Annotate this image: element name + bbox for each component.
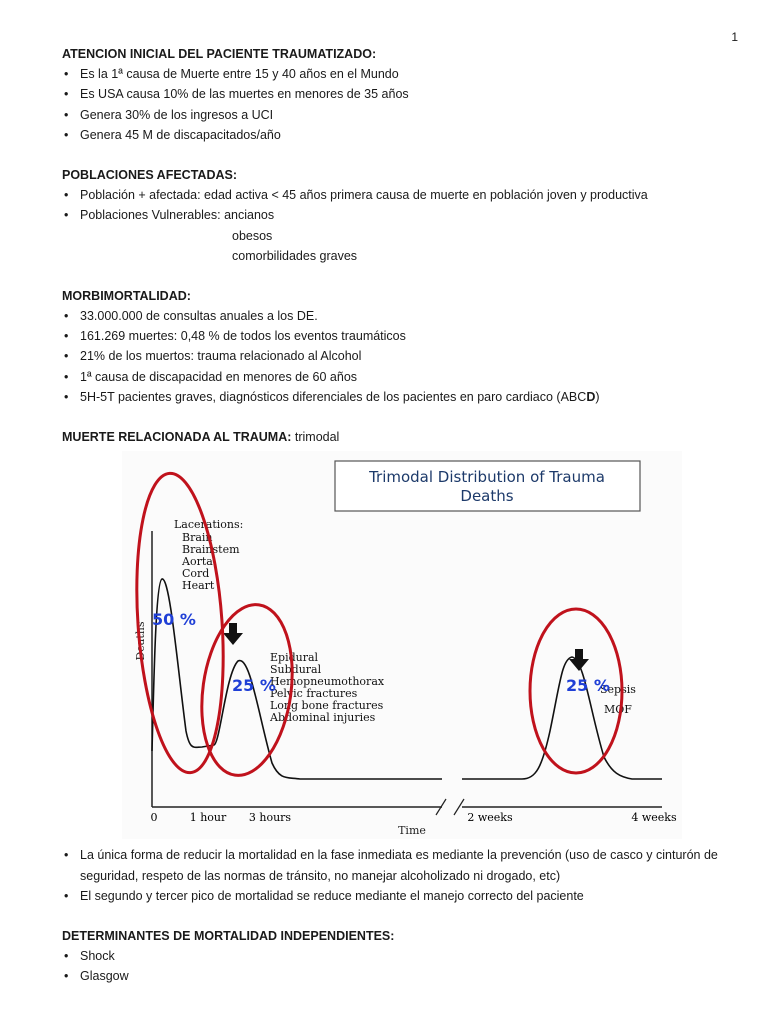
section-morbimortalidad <box>62 286 742 407</box>
bullet-list <box>62 845 742 906</box>
x-tick-label: 1 hour <box>189 811 227 825</box>
section-title: ATENCION INICIAL DEL PACIENTE TRAUMATIZADO: <box>62 47 377 61</box>
peak2-cause: Abdominal injuries <box>270 711 376 725</box>
section-determinantes <box>62 926 742 987</box>
peak3-percent: 25 % <box>566 676 610 696</box>
peak2-cause: Hemopneumothorax <box>270 675 385 689</box>
y-axis-label: Deaths <box>134 621 147 661</box>
list-item: • 1ª causa de discapacidad en menores de 60 años <box>62 367 742 387</box>
peak1-causes-title: Lacerations: <box>174 518 244 532</box>
sub-item: comorbilidades graves <box>232 248 358 263</box>
chart-title-line2: Deaths <box>460 487 514 506</box>
section-muerte-trauma <box>62 427 742 839</box>
x-axis-label: Time <box>398 824 426 838</box>
peak2-cause: Long bone fractures <box>270 699 384 713</box>
peak3-cause: Sepsis <box>600 683 636 697</box>
x-tick-label: 0 <box>150 811 158 825</box>
list-item: • Genera 45 M de discapacitados/año <box>62 125 742 145</box>
list-item: • 21% de los muertos: trauma relacionado al Alcohol <box>62 346 742 366</box>
peak1-cause: Cord <box>182 567 210 581</box>
list-item: • Glasgow <box>62 966 742 986</box>
sub-item: obesos <box>232 228 273 243</box>
section-heading-line <box>62 427 742 447</box>
item-text: 5H-5T pacientes graves, diagnósticos diferenciales de los pacientes en paro cardiaco (ABC <box>80 389 587 404</box>
chart-svg <box>122 451 682 839</box>
bullet-list <box>62 946 742 987</box>
trimodal-chart <box>122 451 682 839</box>
section-title: MORBIMORTALIDAD: <box>62 288 191 303</box>
item-text-end: ) <box>595 389 600 404</box>
peak2-cause: Epidural <box>270 651 319 665</box>
bullet-list <box>62 64 742 145</box>
list-item: • La única forma de reducir la mortalidad en la fase inmediata es mediante la prevención (uso de casco y cinturón de seguridad, respeto de las normas de tránsito, no manejar alcoholizado ni drogado, etc) <box>62 845 742 886</box>
list-item: • Es USA causa 10% de las muertes en menores de 35 años <box>62 84 742 104</box>
peak1-cause: Heart <box>182 579 215 593</box>
item-bold: D <box>586 389 596 404</box>
peak1-cause: Aorta <box>182 555 213 569</box>
section-poblaciones <box>62 165 742 266</box>
section-title: MUERTE RELACIONADA AL TRAUMA: <box>62 430 292 445</box>
section-title: POBLACIONES AFECTADAS: <box>62 168 237 183</box>
x-tick-label: 3 hours <box>248 811 292 825</box>
x-tick-label: 4 weeks <box>631 811 677 825</box>
section-atencion-inicial <box>62 44 742 145</box>
section-title: DETERMINANTES DE MORTALIDAD INDEPENDIENTES: <box>62 929 395 944</box>
section-title-suffix: trimodal <box>291 430 340 445</box>
peak1-percent: 50 % <box>152 610 196 630</box>
bullet-list <box>62 185 742 226</box>
document-body <box>62 44 742 1007</box>
list-item: • El segundo y tercer pico de mortalidad se reduce mediante el manejo correcto del paciente <box>62 886 742 906</box>
list-item: • Población + afectada: edad activa < 45 años primera causa de muerte en población joven y productiva <box>62 185 742 205</box>
list-item: • Shock <box>62 946 742 966</box>
list-item: • Genera 30% de los ingresos a UCI <box>62 105 742 125</box>
peak1-cause: Brainstem <box>182 543 240 557</box>
list-item: • Poblaciones Vulnerables: ancianos <box>62 205 742 225</box>
bullet-list <box>62 306 742 407</box>
chart-title-line1: Trimodal Distribution of Trauma <box>369 468 605 487</box>
peak2-cause: Subdural <box>270 663 322 677</box>
peak2-percent: 25 % <box>232 676 276 696</box>
list-item: • 33.000.000 de consultas anuales a los DE. <box>62 306 742 326</box>
list-item: • 161.269 muertes: 0,48 % de todos los eventos traumáticos <box>62 326 742 346</box>
peak2-cause: Pelvic fractures <box>270 687 358 701</box>
peak3-cause: MOF <box>604 703 632 717</box>
list-item: • Es la 1ª causa de Muerte entre 15 y 40 años en el Mundo <box>62 64 742 84</box>
x-tick-label: 2 weeks <box>467 811 513 825</box>
section-reduccion <box>62 845 742 906</box>
page-number: 1 <box>731 30 738 44</box>
peak1-cause: Brain <box>182 531 213 545</box>
list-item <box>62 387 742 407</box>
